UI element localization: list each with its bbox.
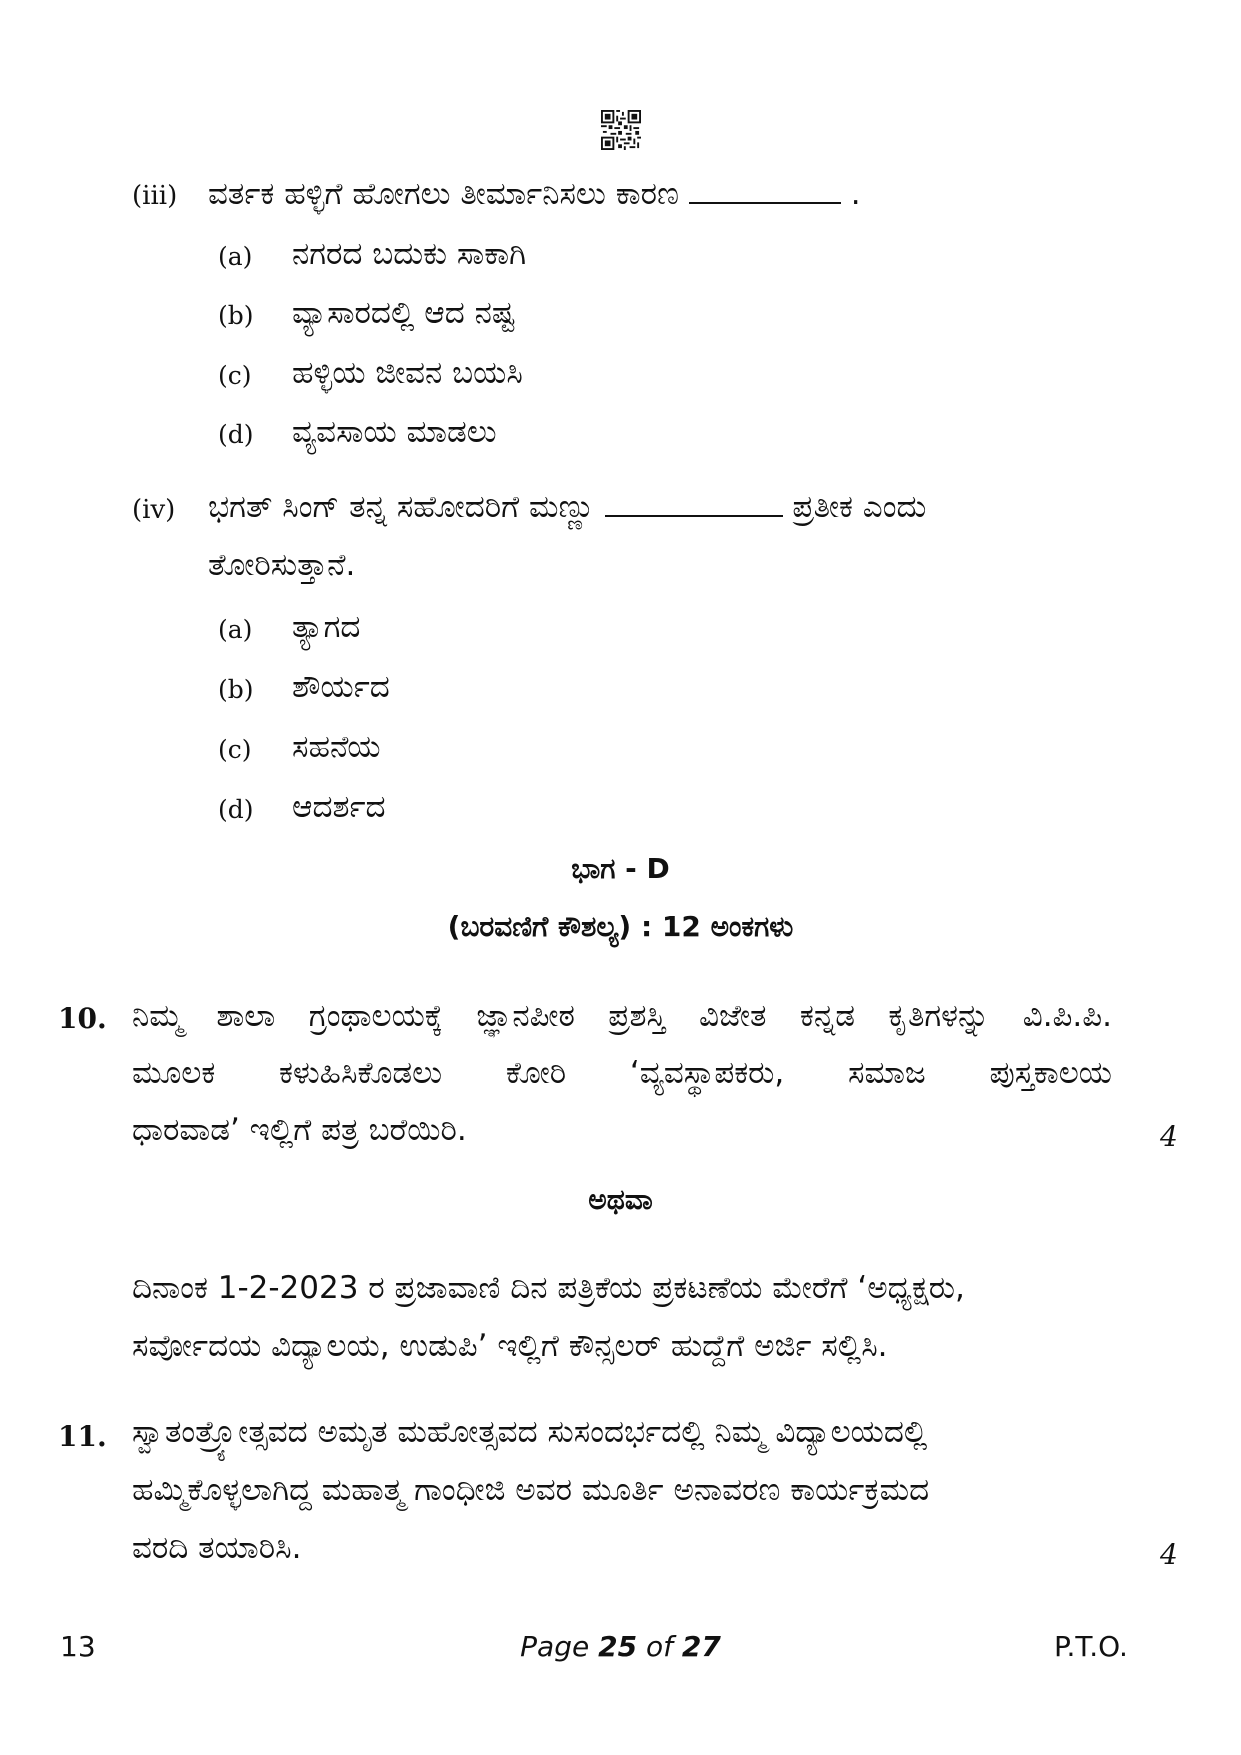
option-text: ನಗರದ ಬದುಕು ಸಾಕಾಗಿ (292, 236, 527, 272)
question-iii-stem-text: ವರ್ತಕ ಹಳ್ಳಿಗೆ ಹೋಗಲು ತೀರ್ಮಾನಿಸಲು ಕಾರಣ (208, 176, 679, 212)
option-label: (a) (218, 242, 253, 271)
question-iii-stem (208, 176, 861, 213)
option-text: ಆದರ್ಶದ (292, 789, 386, 825)
question-iii-stem-end: . (850, 176, 861, 212)
option-text: ಸಹನೆಯ (292, 729, 381, 765)
question-number: 11. (58, 1420, 107, 1453)
option-text: ವ್ಯವಸಾಯ ಮಾಡಲು (292, 414, 497, 450)
question-text-line: ಮೂಲಕ ಕಳುಹಿಸಿಕೊಡಲು ಕೋರಿ ‘ವ್ಯವಸ್ಥಾಪಕರು, ಸಮಾಜ ಪುಸ್ತಕಾಲಯ (132, 1055, 1112, 1091)
option-label: (c) (218, 735, 252, 764)
page-current: 25 (598, 1630, 638, 1663)
option-label: (a) (218, 615, 253, 644)
question-text-line: ದಿನಾಂಕ 1-2-2023 ರ ಪ್ರಜಾವಾಣಿ ದಿನ ಪತ್ರಿಕೆಯ ಪ್ರಕಟಣೆಯ ಮೇರೆಗೆ ‘ಅಧ್ಯಕ್ಷರು, (132, 1270, 965, 1306)
option-label: (c) (218, 361, 252, 390)
section-subtitle: (ಬರವಣಿಗೆ ಕೌಶಲ್ಯ) : 12 ಅಂಕಗಳು (447, 910, 794, 943)
question-text-line: ಹಮ್ಮಿಕೊಳ್ಳಲಾಗಿದ್ದ ಮಹಾತ್ಮ ಗಾಂಧೀಜಿ ಅವರ ಮೂರ್ತಿ ಅನಾವರಣ ಕಾರ್ಯಕ್ರಮದ (132, 1472, 930, 1508)
answer-blank (689, 202, 841, 204)
question-iv-label: (iv) (132, 495, 176, 525)
pto-label: P.T.O. (1054, 1630, 1128, 1663)
option-label: (b) (218, 301, 254, 330)
marks: 4 (1160, 1120, 1178, 1153)
answer-blank (605, 515, 783, 517)
option-text: ಹಳ್ಳಿಯ ಜೀವನ ಬಯಸಿ (292, 355, 523, 391)
question-text-line: ಧಾರವಾಡ’ ಇಲ್ಲಿಗೆ ಪತ್ರ ಬರೆಯಿರಿ. (132, 1112, 467, 1148)
marks: 4 (1160, 1538, 1178, 1571)
option-label: (d) (218, 420, 254, 449)
question-iv-stem-text: ಭಗತ್ ಸಿಂಗ್ ತನ್ನ ಸಹೋದರಿಗೆ ಮಣ್ಣು (208, 489, 595, 525)
option-label: (d) (218, 795, 254, 824)
question-iii-label: (iii) (132, 181, 178, 211)
question-text-line: ಸರ್ವೋದಯ ವಿದ್ಯಾಲಯ, ಉಡುಪಿ’ ಇಲ್ಲಿಗೆ ಕೌನ್ಸಲರ್ ಹುದ್ದೆಗೆ ಅರ್ಜಿ ಸಲ್ಲಿಸಿ. (132, 1328, 888, 1364)
question-iv-stem-cont: ತೋರಿಸುತ್ತಾನೆ. (208, 547, 356, 583)
question-text-line: ವರದಿ ತಯಾರಿಸಿ. (132, 1530, 302, 1566)
question-iv-stem (208, 489, 926, 526)
question-iv-stem-end: ಪ್ರತೀಕ ಎಂದು (792, 489, 927, 525)
question-text-line: ನಿಮ್ಮ ಶಾಲಾ ಗ್ರಂಥಾಲಯಕ್ಕೆ ಜ್ಞಾನಪೀಠ ಪ್ರಶಸ್ತಿ ವಿಜೇತ ಕನ್ನಡ ಕೃತಿಗಳನ್ನು ವಿ.ಪಿ.ಪಿ. (132, 998, 1112, 1034)
or-separator: ಅಥವಾ (588, 1183, 653, 1216)
option-text: ತ್ಯಾಗದ (292, 609, 361, 645)
question-text-line: ಸ್ವಾತಂತ್ರ್ಯೋತ್ಸವದ ಅಮೃತ ಮಹೋತ್ಸವದ ಸುಸಂದರ್ಭದಲ್ಲಿ ನಿಮ್ಮ ವಿದ್ಯಾಲಯದಲ್ಲಿ (132, 1414, 928, 1450)
section-title: ಭಾಗ - D (571, 852, 670, 885)
qr-code (601, 110, 641, 150)
page-prefix: Page (520, 1630, 599, 1663)
option-label: (b) (218, 675, 254, 704)
page-of: of (637, 1630, 682, 1663)
option-text: ವ್ಯಾಸಾರದಲ್ಲಿ ಆದ ನಷ್ಟ (292, 295, 516, 331)
option-text: ಶೌರ್ಯದ (292, 669, 390, 705)
page-total: 27 (681, 1630, 721, 1663)
question-number: 10. (58, 1002, 107, 1035)
paper-code: 13 (60, 1630, 96, 1663)
